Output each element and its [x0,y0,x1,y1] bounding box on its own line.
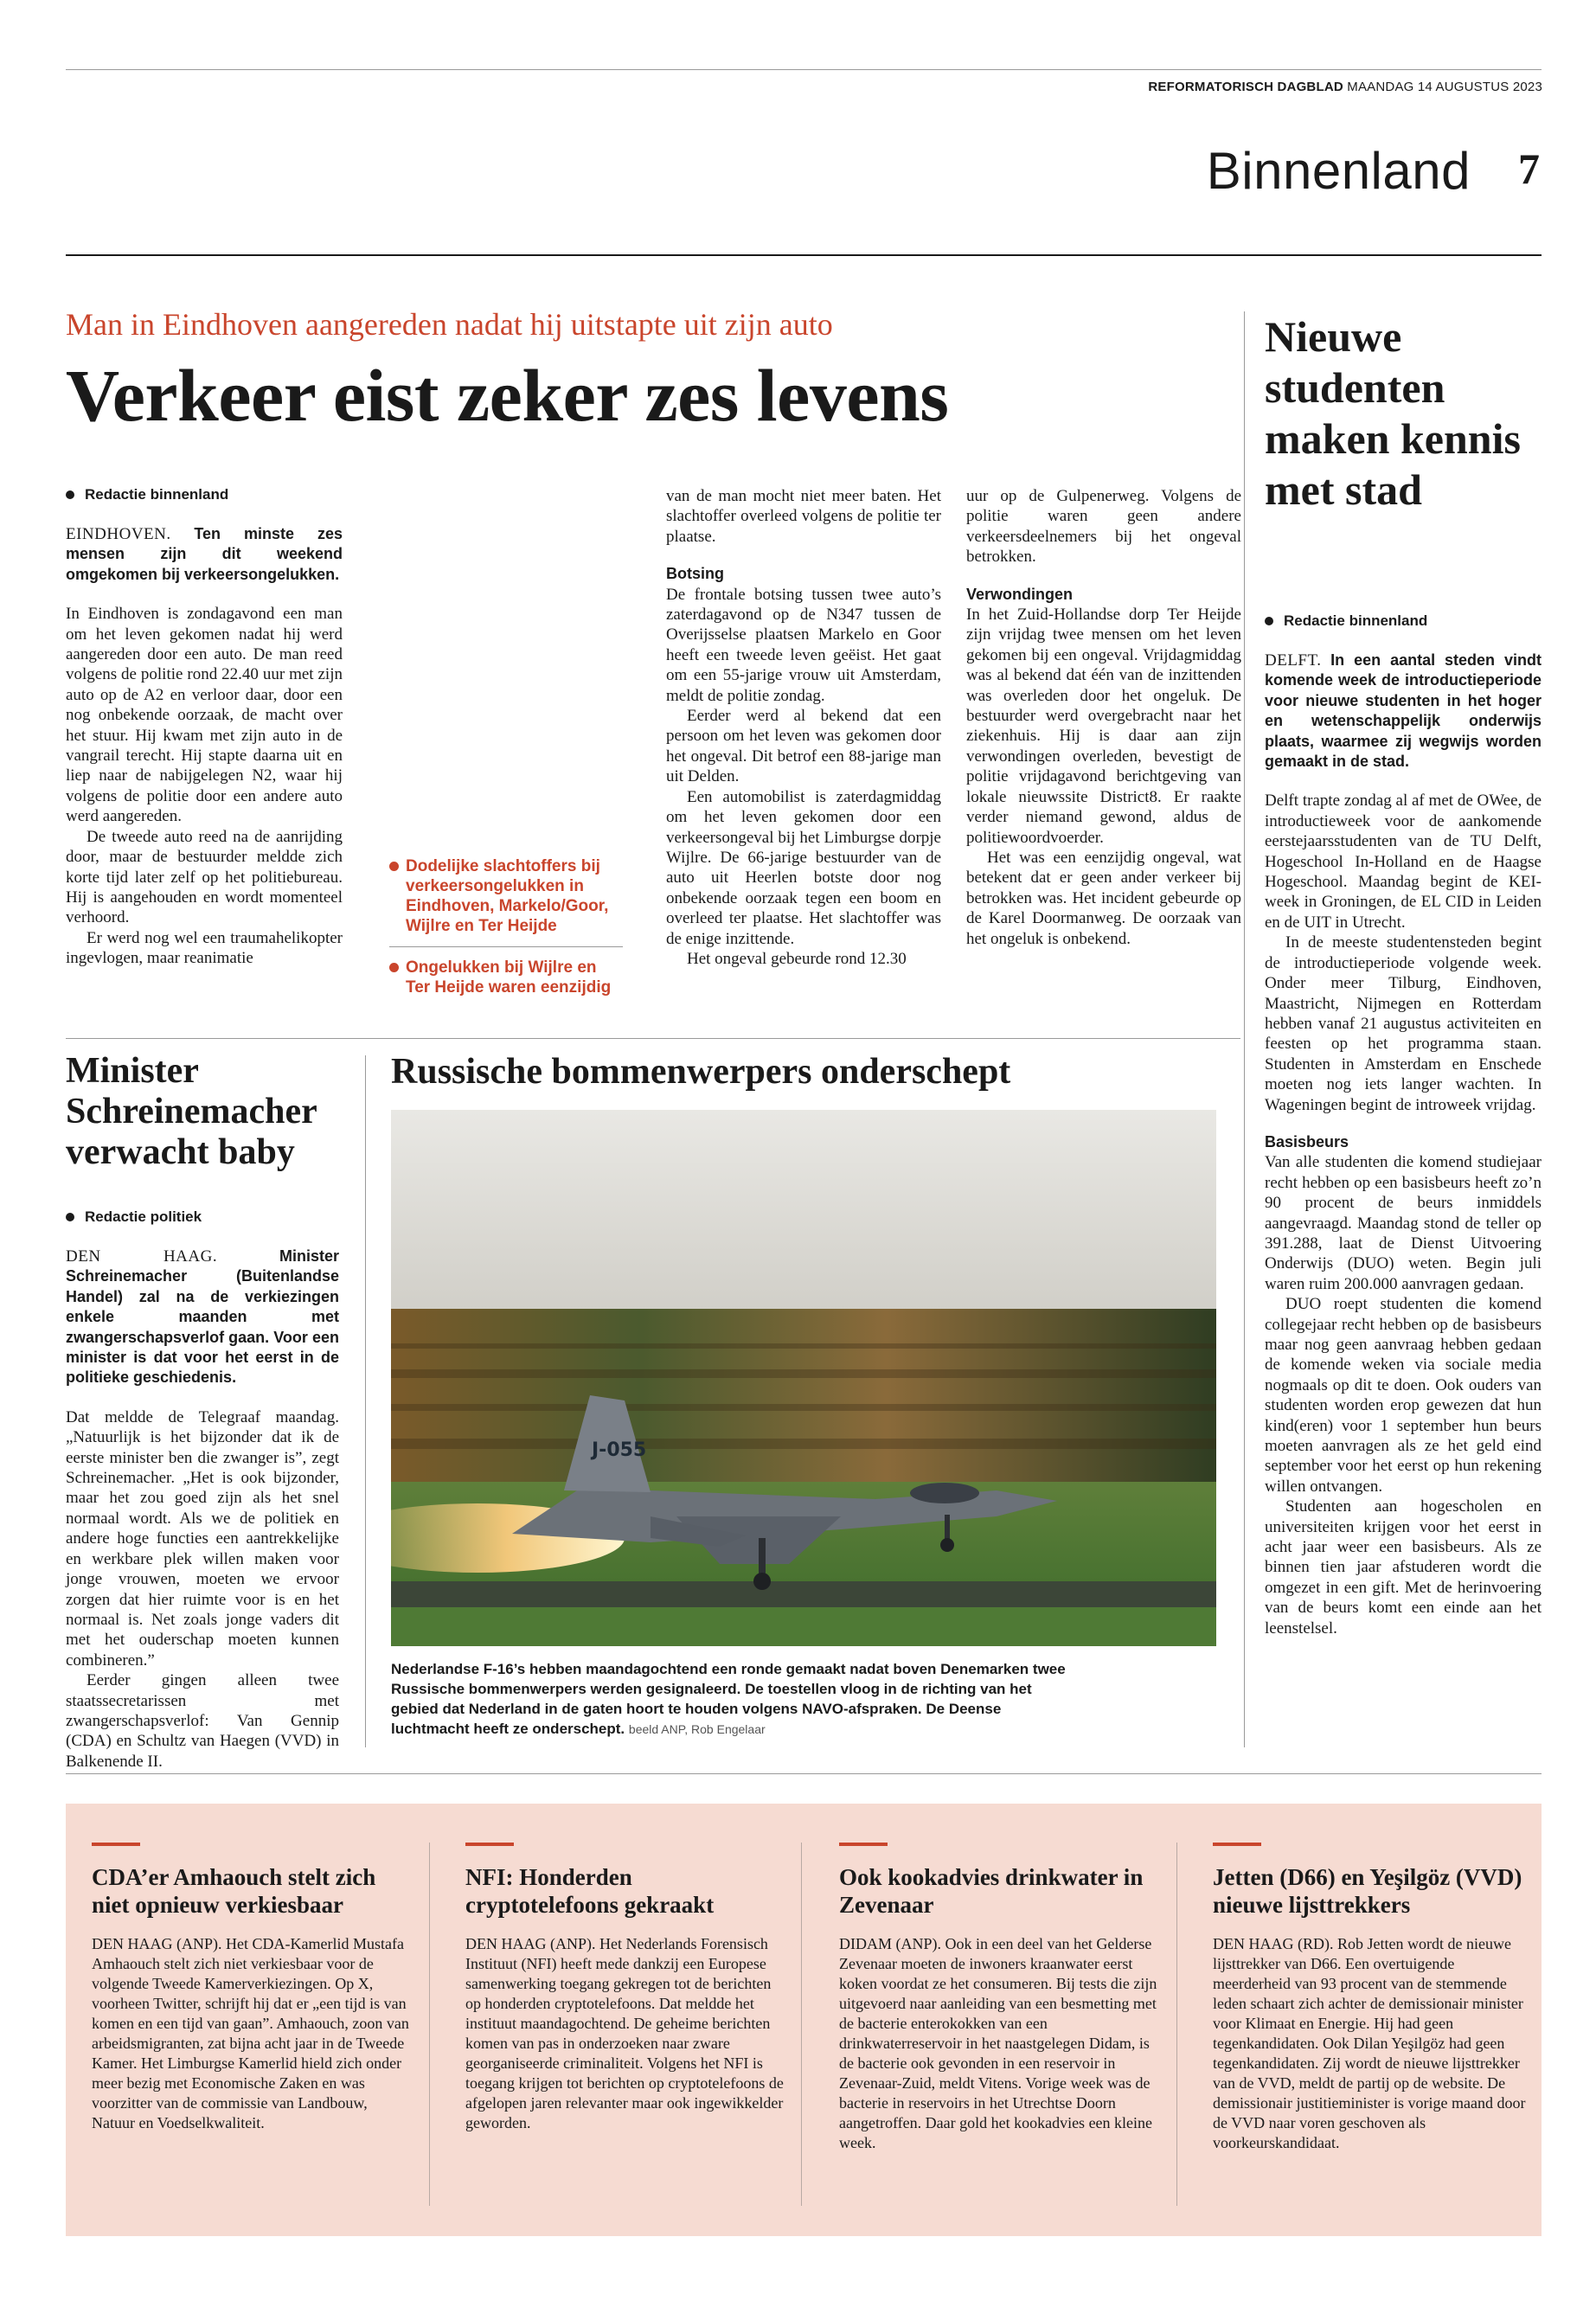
issue-date: MAANDAG 14 AUGUSTUS 2023 [1347,80,1542,94]
photo-caption [391,1659,1074,1740]
dateline: EINDHOVEN. [66,525,171,543]
paragraph: van de man mocht niet meer baten. Het slachtoffer overleed volgens de politie ter plaatse. [666,487,941,546]
paragraph: Het was een eenzijdig ongeval, wat betekent dat er geen ander verkeer bij betrokken was. Het incident gebeurde op de Karel Doormanweg. De oorzaak van het ongeluk is onbekend. [966,848,1241,948]
masthead [1148,80,1542,94]
accent-bar [465,1843,514,1846]
paragraph: Delft trapte zondag al af met de OWee, de introductieweek voor de aankomende eerstejaarsstudenten van de TU Delft, Hogeschool In-Holland en de Haagse Hogeschool. Maandag begint de KEI-week in Groningen, de EL CID in Leiden en de UIT in Utrecht. [1265,792,1542,932]
paragraph: Studenten aan hogescholen en universiteiten krijgen voor het eerst in acht jaar weer een basisbeurs. Als ze binnen tien jaar afstuderen wordt die omgezet in een gift. Met de herinvoering van de beurs komt een einde aan het leenstelsel. [1265,1497,1542,1638]
paragraph: Het ongeval gebeurde rond 12.30 [687,949,907,968]
minister-headline: Minister Schreinemacher verwacht baby [66,1051,317,1172]
minister-lead: Minister Schreinemacher (Buitenlandse Handel) zal na de verkiezingen enkele maanden met zwangerschapsverlof gaan. Voor een minister is dat voor het eerst in de politieke geschiedenis. [66,1247,340,1387]
main-headline: Verkeer eist zeker zes levens [66,354,949,437]
main-lead: Ten minste zes mensen zijn dit weekend omgekomen bij verkeersongelukken. [66,525,343,583]
dateline: DEN HAAG. [66,1247,218,1266]
f16-photo [391,1110,1216,1646]
brief-body: DEN HAAG (ANP). Het CDA-Kamerlid Mustafa Amhaouch stelt zich niet verkiesbaar voor de volgende Tweede Kamerverkiezingen. Op X, voorheen Twitter, schrijft hij dat er „een tijd is van komen en een tijd van gaan”. Amhaouch, zoon van arbeidsmigranten, zat bijna acht jaar in de Tweede Kamer. Het Limburgse Kamerlid hield zich onder meer bezig met Economische Zaken en was voorzitter van de commissie van Landbouw, Natuur en Voedselkwaliteit. [92,1935,409,2131]
brief-body: DIDAM (ANP). Ook in een deel van het Gelderse Zevenaar moeten de inwoners kraanwater eerst koken voordat ze het consumeren. Bij tests die zijn uitgevoerd naar aanleiding van een besmetting met de bacterie enterokokken van een drinkwaterreservoir in het naastgelegen Didam, is de bacterie ook gevonden in een reservoir in Zevenaar-Zuid, meldt Vitens. Vorige week was de bacterie in reservoirs in het Utrechtse Doorn aangetroffen. Daar gold het kookadvies een kleine week. [839,1935,1157,2151]
brief-body: DEN HAAG (ANP). Het Nederlands Forensisch Instituut (NFI) heeft mede dankzij een Europese samenwerking toegang gekregen tot de berichten op honderden cryptotelefoons. Dat meldde het instituut maandagochtend. De geheime berichten komen van pas in onderzoeken naar zware georganiseerde criminaliteit. Volgens het NFI is toegang krijgen tot berichten op cryptotelefoons de afgelopen jaren relevanter maar ook ingewikkelder geworden. [465,1935,784,2131]
minister-byline: Redactie politiek [66,1208,351,1226]
main-col-1 [66,524,343,969]
main-col-3 [666,486,941,969]
paragraph: In Eindhoven is zondagavond een man om het leven gekomen nadat hij werd aangereden door een auto. De man reed volgens de politie rond 22.40 uur met zijn auto op de A2 en verloor daar, door een nog onbekende oorzaak, de macht over het stuur. Hij kwam met zijn auto in de vangrail terecht. Hij stapte daarna uit en liep naar de nabijgelegen N2, waar hij volgens de politie door een andere auto werd aangereden. [66,605,343,826]
page-number: 7 [1518,144,1540,193]
main-kicker: Man in Eindhoven aangereden nadat hij uitstapte uit zijn auto [66,307,833,342]
side-headline: Nieuwe studenten maken kennis met stad [1265,312,1521,514]
paper-name: REFORMATORISCH DAGBLAD [1148,80,1343,94]
paragraph: Er werd nog wel een traumahelikopter ingevlogen, maar reanimatie [66,928,343,968]
bullet-dot-icon [389,862,399,871]
accent-bar [1213,1843,1261,1846]
paragraph: In de meeste studentensteden begint de introductieperiode volgende week. Onder meer Tilburg, Eindhoven, Maastricht, Nijmegen en Rotterdam hebben vanaf 21 augustus activiteiten en feesten op het programma staan. Studenten in Amsterdam en Enschede moeten nog iets langer wachten. In Wageningen begint de introweek vrijdag. [1265,933,1542,1114]
side-body [1265,651,1542,1638]
accent-bar [92,1843,140,1846]
paragraph: DUO roept studenten die komend collegejaar recht hebben op de basisbeurs maar nog geen aanvraag hebben gedaan de komende weken via sociale media nogmaals op dit te doen. Ook ouders van studenten worden erop gewezen dat hun kind(eren) voor 1 september hun beurs moeten aanvragen als ze het geld eind september voor het eerst op hun rekening willen ontvangen. [1265,1295,1542,1496]
brief-divider [801,1843,802,2206]
header-rule [66,254,1542,256]
brief-title: Jetten (D66) en Yeşilgöz (VVD) nieuwe lijsttrekkers [1213,1864,1522,1918]
brief-title: CDA’er Amhaouch stelt zich niet opnieuw verkiesbaar [92,1864,376,1918]
paragraph: In het Zuid-Hollandse dorp Ter Heijde zijn vrijdag twee mensen om het leven gekomen bij een ongeval. Vrijdagmiddag was al bekend dat één van de inzittenden was overleden door het ongeluk. De bestuurder werd overgebracht naar het ziekenhuis. Hij is daar aan zijn verwondingen overleden, bevestigt de politie vrijdagavond berichtgeving van lokale nieuwssite District8. Er raakte verder niemand gewond, aldus de politiewoordvoerder. [966,606,1241,847]
main-byline [66,486,351,503]
brief-item [92,1843,412,2133]
quote-divider [389,946,623,947]
subhead-botsing: Botsing [666,565,724,583]
brief-title: Ook kookadvies drinkwater in Zevenaar [839,1864,1144,1918]
brief-item [839,1843,1159,2153]
bottom-rule [66,1773,1542,1774]
main-col-4 [966,486,1241,949]
column-divider [365,1055,366,1747]
news-briefs [66,1804,1542,2236]
accent-bar [839,1843,888,1846]
paragraph: uur op de Gulpenerweg. Volgens de politie waren geen andere verkeersdeelnemers bij het ongeval betrokken. [966,487,1241,567]
byline-text: Redactie binnenland [85,486,229,503]
brief-body: DEN HAAG (RD). Rob Jetten wordt de nieuwe lijsttrekker van D66. Een overtuigende meerderheid van 93 procent van de stemmende leden schaart zich achter de demissionair minister voor Klimaat en Energie. Hij had geen tegenkandidaten. Ook Dilan Yeşilgöz had geen tegenkandidaten. Zij wordt de nieuwe lijsttrekker van de VVD, meldt de partij op de website. De demissionair justitieminister is vorige maand door de VVD naar voren geschoven als voorkeurskandidaat. [1213,1935,1526,2151]
brief-divider [429,1843,430,2206]
minister-body [66,1247,339,1772]
top-rule [66,69,1542,70]
paragraph: De tweede auto reed na de aanrijding door, maar de bestuurder meldde zich korte tijd later zelf op het politiebureau. Hij is aangehouden en wordt momenteel verhoord. [66,827,343,927]
section-divider [66,1038,1240,1039]
column-divider [1244,311,1245,1747]
subhead-verwondingen: Verwondingen [966,585,1074,603]
paragraph: Dat meldde de Telegraaf maandag. „Natuurlijk is het bijzonder dat ik de eerste minister ben die zwanger is”, zegt Schreinemacher. „Het is ook bijzonder, maar het zou goed zijn als het snel normaal wordt. Als we de politiek en andere hoge functies een aantrekkelijke en werkbare plek willen maken voor jonge vrouwen, moeten we ervoor zorgen dat hier ruimte voor is en het normaal is. Net zoals jonge vaders dit met het ouderschap moeten kunnen combineren.” [66,1407,339,1670]
brief-item [1213,1843,1533,2153]
brief-divider [1176,1843,1177,2206]
caption-text: Nederlandse F-16’s hebben maandagochtend een ronde gemaakt nadat boven Denemarken twee Russische bommenwerpers werden gesignaleerd. De toestellen vloog in de richting van het gebied dat Nederland in de gaten hoort te houden volgens NAVO-afspraken. De Deense luchtmacht heeft ze onderschept. [391,1661,1066,1737]
brief-title: NFI: Honderden cryptotelefoons gekraakt [465,1864,715,1918]
pull-quotes [389,856,623,1008]
brief-item [465,1843,785,2133]
side-lead: In een aantal steden vindt komende week de introductieperiode voor nieuwe studenten in het hoger en wetenschappelijk onderwijs plaats, waarmee zij wegwijs worden gemaakt in de stad. [1265,651,1542,771]
paragraph: De frontale botsing tussen twee auto’s zaterdagavond op de N347 tussen de Overijsselse plaatsen Markelo en Goor heeft een tweede leven geëist. Het gaat om een 55-jarige vrouw uit Amsterdam, meldt de politie zondag. [666,585,941,705]
photo-credit: beeld ANP, Rob Engelaar [628,1722,766,1736]
section-title: Binnenland [1206,142,1471,200]
side-byline: Redactie binnenland [1265,612,1524,630]
paragraph: Een automobilist is zaterdagmiddag om het leven gekomen door een verkeersongeval bij het Limburgse dorpje Wijlre. De 66-jarige bestuurder van de auto uit Heerlen botste door nog onbekende oorzaak tegen een boom en overleed ter plaatse. Het slachtoffer was de enige inzittende. [666,787,941,948]
subhead-basisbeurs: Basisbeurs [1265,1132,1349,1150]
pull-quote: Ongelukken bij Wijlre en Ter Heijde waren eenzijdig [389,958,623,997]
bullet-dot-icon [389,963,399,972]
photo-headline: Russische bommenwerpers onderschept [391,1052,1011,1092]
paragraph: Eerder gingen alleen twee staatssecretarissen met zwangerschapsverlof: Van Gennip (CDA) en Schultz van Haegen (VVD) in Balkenende II. [66,1671,339,1771]
pull-quote: Dodelijke slachtoffers bij verkeersongelukken in Eindhoven, Markelo/Goor, Wijlre en Ter Heijde [389,856,623,936]
fighter-jet-image [391,1110,1216,1646]
paragraph: Eerder werd al bekend dat een persoon om het leven was gekomen door het ongeval. Dit betrof een 88-jarige man uit Delden. [666,707,941,786]
tail-code: J-055 [592,1439,647,1461]
paragraph: Van alle studenten die komend studiejaar recht hebben op een basisbeurs heeft zo’n 90 procent de beurs inmiddels aangevraagd. Maandag stond de teller op 391.288, laat de Dienst Uitvoering Onderwijs (DUO) weten. Begin juli waren ruim 200.000 aanvragen gedaan. [1265,1153,1542,1293]
dateline: DELFT. [1265,651,1322,670]
